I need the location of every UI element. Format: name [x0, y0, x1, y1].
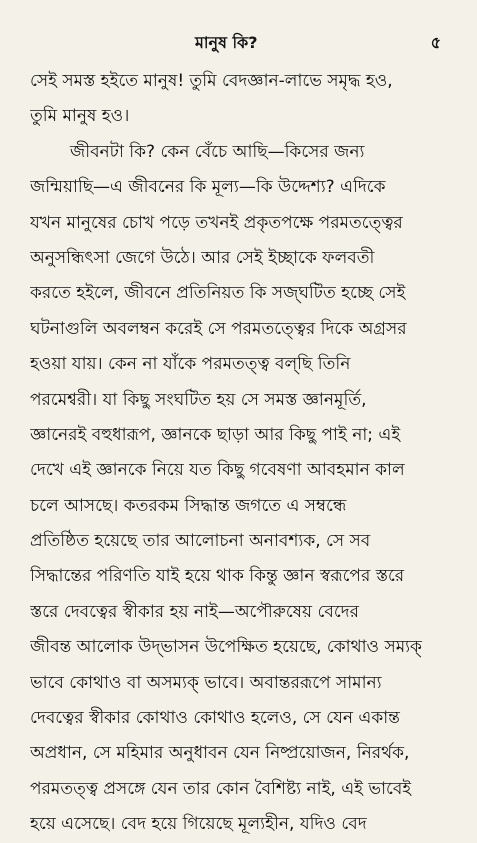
page-header	[0, 30, 477, 58]
text-line: জীবন্ত আলোক উদ্‌ভাসন উপেক্ষিত হয়েছে, কোথাও সম্যক্	[30, 637, 422, 658]
text-line: দেখে এই জ্ঞানকে নিয়ে যত কিছু গবেষণা আবহমান কাল	[30, 460, 405, 481]
text-line: ঘটনাগুলি অবলম্বন করেই সে পরমতত্ত্বের দিকে অগ্রসর	[30, 318, 407, 339]
text-line: দেবত্বের স্বীকার কোথাও কোথাও হলেও, সে যেন একান্ত	[30, 708, 400, 729]
text-line: অনুসন্ধিৎসা জেগে উঠে। আর সেই ইচ্ছাকে ফলবতী	[30, 247, 375, 268]
text-line: করতে হইলে, জীবনে প্রতিনিয়ত কি সজ্ঘটিত হচ্ছে সেই	[30, 283, 406, 304]
body-text	[30, 64, 460, 843]
running-title: মানুষ কি?	[195, 33, 258, 52]
text-line: হওয়া যায়। কেন না যাঁকে পরমতত্ত্ব বল্‌ছি তিনি	[30, 354, 351, 375]
text-line: জীবনটা কি? কেন বেঁচে আছি—কিসের জন্য	[70, 141, 365, 162]
text-line: সেই সমস্ত হইতে মানুষ! তুমি বেদজ্ঞান-লাভে সমৃদ্ধ হও,	[30, 71, 393, 91]
text-line: সিদ্ধান্তের পরিণতি যাই হয়ে থাক কিন্তু জ্ঞান স্বরূপের স্তরে	[30, 566, 405, 587]
text-line: প্রতিষ্ঠিত হয়েছে তার আলোচনা অনাবশ্যক, সে সব	[30, 531, 371, 552]
text-line: তুমি মানুষ হও।	[30, 106, 130, 127]
text-line: ভাবে কোথাও বা অসম্যক্ ভাবে। অবান্তররূপে সামান্য	[30, 672, 382, 693]
text-line: পরমেশ্বরী। যা কিছু সংঘটিত হয় সে সমস্ত জ্ঞানমূর্তি,	[30, 389, 367, 410]
paragraph	[30, 64, 460, 135]
text-line: যখন মানুষের চোখ পড়ে তখনই প্রকৃতপক্ষে পরমতত্ত্বের	[30, 212, 403, 233]
paragraph	[30, 135, 460, 843]
text-line: হয়ে এসেছে। বেদ হয়ে গিয়েছে মূল্যহীন, যদিও বেদ	[30, 814, 367, 835]
text-line: স্তরে দেবত্বের স্বীকার হয় নাই—অপৌরুষেয় বেদের	[30, 601, 359, 622]
text-line: অপ্রধান, সে মহিমার অনুধাবন যেন নিষ্প্রয়োজন, নিরর্থক,	[30, 743, 410, 764]
text-line: পরমতত্ত্ব প্রসঙ্গে যেন তার কোন বৈশিষ্ট্য নাই, এই ভাবেই	[30, 778, 412, 799]
page-number: ৫	[430, 33, 441, 52]
text-line: চলে আসছে। কতরকম সিদ্ধান্ত জগতে এ সম্বন্ধে	[30, 495, 347, 516]
text-line: জ্ঞানেরই বহুধারূপ, জ্ঞানকে ছাড়া আর কিছু পাই না; এই	[30, 424, 401, 445]
text-line: জন্মিয়াছি—এ জীবনের কি মূল্য—কি উদ্দেশ্য? এদিকে	[30, 177, 386, 198]
